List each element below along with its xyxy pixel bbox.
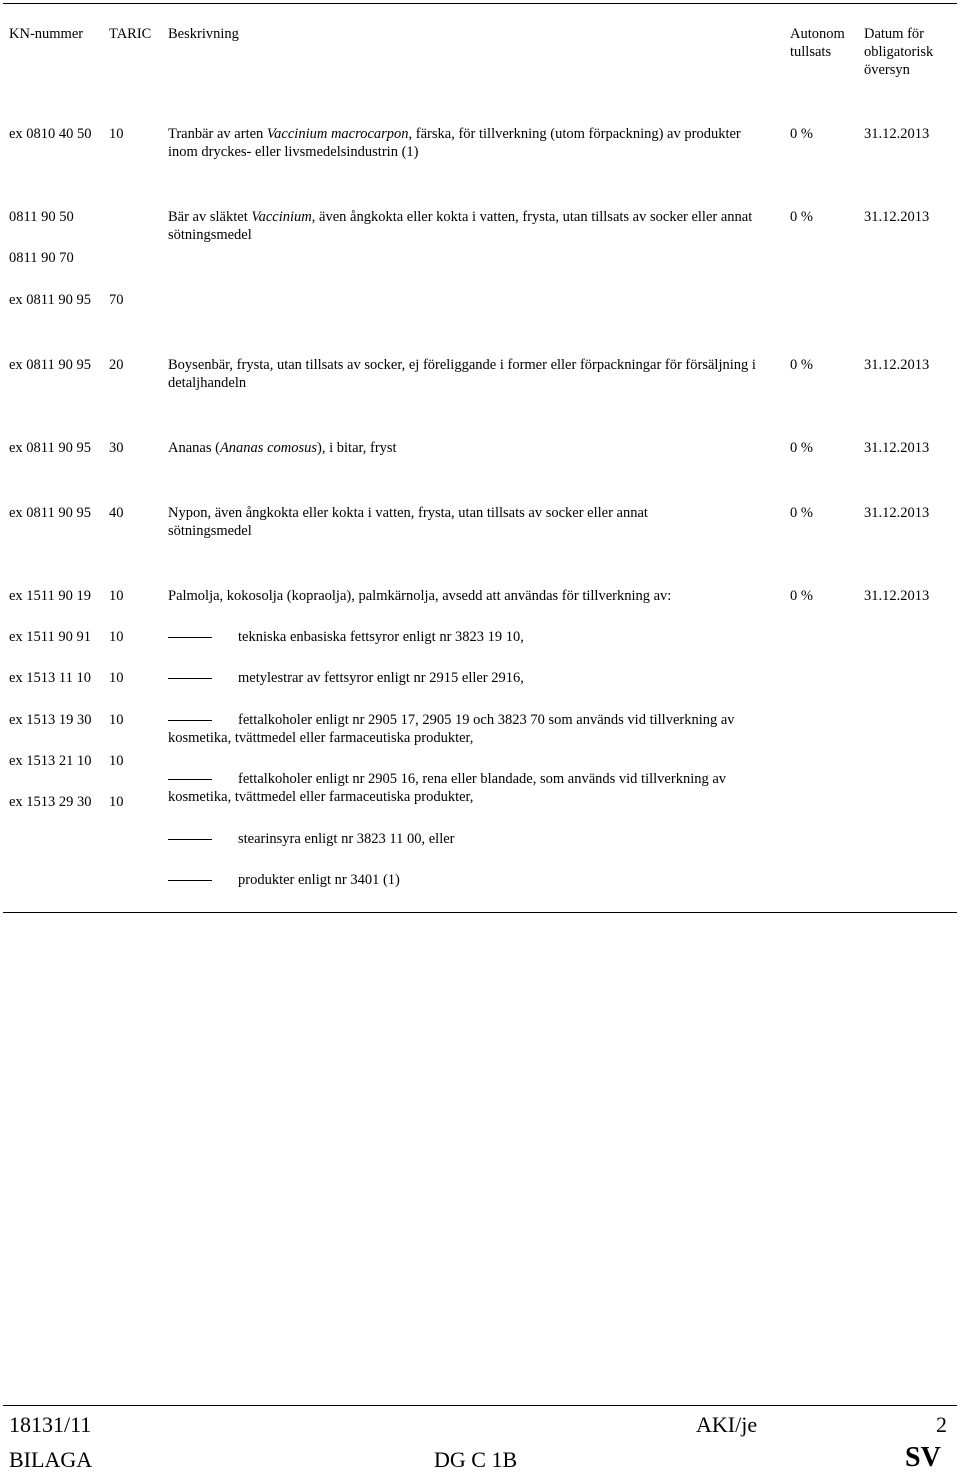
sub-item: tekniska enbasiska fettsyror enligt nr 3823 19 10,: [238, 629, 524, 645]
row-description: Palmolja, kokosolja (kopraolja), palmkärnolja, avsedd att användas för tillverkning av:: [168, 588, 672, 604]
row-rate: 0 %: [790, 126, 813, 142]
dash-mark: [168, 779, 212, 780]
sub-item: produkter enligt nr 3401 (1): [238, 872, 400, 888]
row-description: Tranbär av arten Vaccinium macrocarpon, färska, för tillverkning (utom förpackning) av produkter inom dryckes- eller livsmedelsindustrin (1): [168, 126, 741, 160]
sub-code-kn: ex 1513 11 10: [9, 670, 92, 686]
header-taric: TARIC: [109, 26, 152, 42]
sub-item-continued: kosmetika, tvättmedel eller farmaceutiska produkter,: [168, 730, 474, 746]
initials: AKI/je: [696, 1412, 758, 1437]
sub-item: metylestrar av fettsyror enligt nr 2915 eller 2916,: [238, 670, 524, 686]
row-date: 31.12.2013: [864, 357, 930, 373]
doc-number: 18131/11: [9, 1412, 92, 1437]
row-taric: 30: [109, 440, 124, 456]
dash-mark: [168, 880, 212, 881]
row-description: Boysenbär, frysta, utan tillsats av socker, ej föreliggande i former eller förpackningar för försäljning i detaljhandeln: [168, 357, 756, 391]
row-taric: 20: [109, 357, 124, 373]
sub-code-kn: ex 1513 21 10: [9, 753, 92, 769]
dash-mark: [168, 839, 212, 840]
row-kn: ex 1511 90 19: [9, 588, 92, 604]
sub-code-taric: 10: [109, 712, 124, 728]
row-rate: 0 %: [790, 505, 813, 521]
sub-code-kn: ex 1513 29 30: [9, 794, 92, 810]
row-rate: 0 %: [790, 209, 813, 225]
row-rate: 0 %: [790, 588, 813, 604]
header-datum-2: obligatorisk: [864, 44, 934, 60]
sub-code-kn: ex 1511 90 91: [9, 629, 92, 645]
row-taric: 40: [109, 505, 124, 521]
row-kn-3: ex 0811 90 95: [9, 292, 92, 308]
sub-item: stearinsyra enligt nr 3823 11 00, eller: [238, 831, 455, 847]
row-taric: 10: [109, 126, 124, 142]
row-kn-2: 0811 90 70: [9, 250, 74, 266]
row-rate: 0 %: [790, 440, 813, 456]
sub-code-kn: ex 1513 19 30: [9, 712, 92, 728]
row-taric-3: 70: [109, 292, 124, 308]
sub-item: fettalkoholer enligt nr 2905 17, 2905 19 och 3823 70 som används vid tillverkning av: [238, 712, 735, 728]
row-description: Ananas (Ananas comosus), i bitar, fryst: [168, 440, 397, 456]
sub-item: fettalkoholer enligt nr 2905 16, rena eller blandade, som används vid tillverkning av: [238, 771, 727, 787]
row-date: 31.12.2013: [864, 440, 930, 456]
sub-code-taric: 10: [109, 670, 124, 686]
footer-rule: [3, 1405, 957, 1406]
row-description: Bär av släktet Vaccinium, även ångkokta eller kokta i vatten, frysta, utan tillsats av socker eller annat sötningsmedel: [168, 209, 753, 243]
row-date: 31.12.2013: [864, 209, 930, 225]
row-kn: ex 0810 40 50: [9, 126, 92, 142]
row-kn: ex 0811 90 95: [9, 440, 92, 456]
row-rate: 0 %: [790, 357, 813, 373]
row-date: 31.12.2013: [864, 505, 930, 521]
row-kn: 0811 90 50: [9, 209, 74, 225]
header-kn: KN-nummer: [9, 26, 84, 42]
page-number: 2: [936, 1412, 947, 1437]
sub-code-taric: 10: [109, 753, 124, 769]
sub-item-continued: kosmetika, tvättmedel eller farmaceutiska produkter,: [168, 789, 474, 805]
row-taric: 10: [109, 588, 124, 604]
sub-code-taric: 10: [109, 794, 124, 810]
sub-code-taric: 10: [109, 629, 124, 645]
header-autonom-2: tullsats: [790, 44, 832, 60]
table-bottom-rule: [3, 912, 957, 913]
dash-mark: [168, 678, 212, 679]
annex-label: BILAGA: [9, 1447, 93, 1472]
dash-mark: [168, 637, 212, 638]
header-autonom-1: Autonom: [790, 26, 845, 42]
dg-label: DG C 1B: [434, 1447, 518, 1472]
top-rule: [3, 3, 957, 4]
row-description: Nypon, även ångkokta eller kokta i vatten, frysta, utan tillsats av socker eller annat sötningsmedel: [168, 505, 648, 539]
row-date: 31.12.2013: [864, 126, 930, 142]
header-description: Beskrivning: [168, 26, 239, 42]
header-datum-1: Datum för: [864, 26, 924, 42]
language-code: SV: [905, 1442, 941, 1473]
row-kn: ex 0811 90 95: [9, 505, 92, 521]
dash-mark: [168, 720, 212, 721]
row-kn: ex 0811 90 95: [9, 357, 92, 373]
row-date: 31.12.2013: [864, 588, 930, 604]
header-datum-3: översyn: [864, 62, 910, 78]
